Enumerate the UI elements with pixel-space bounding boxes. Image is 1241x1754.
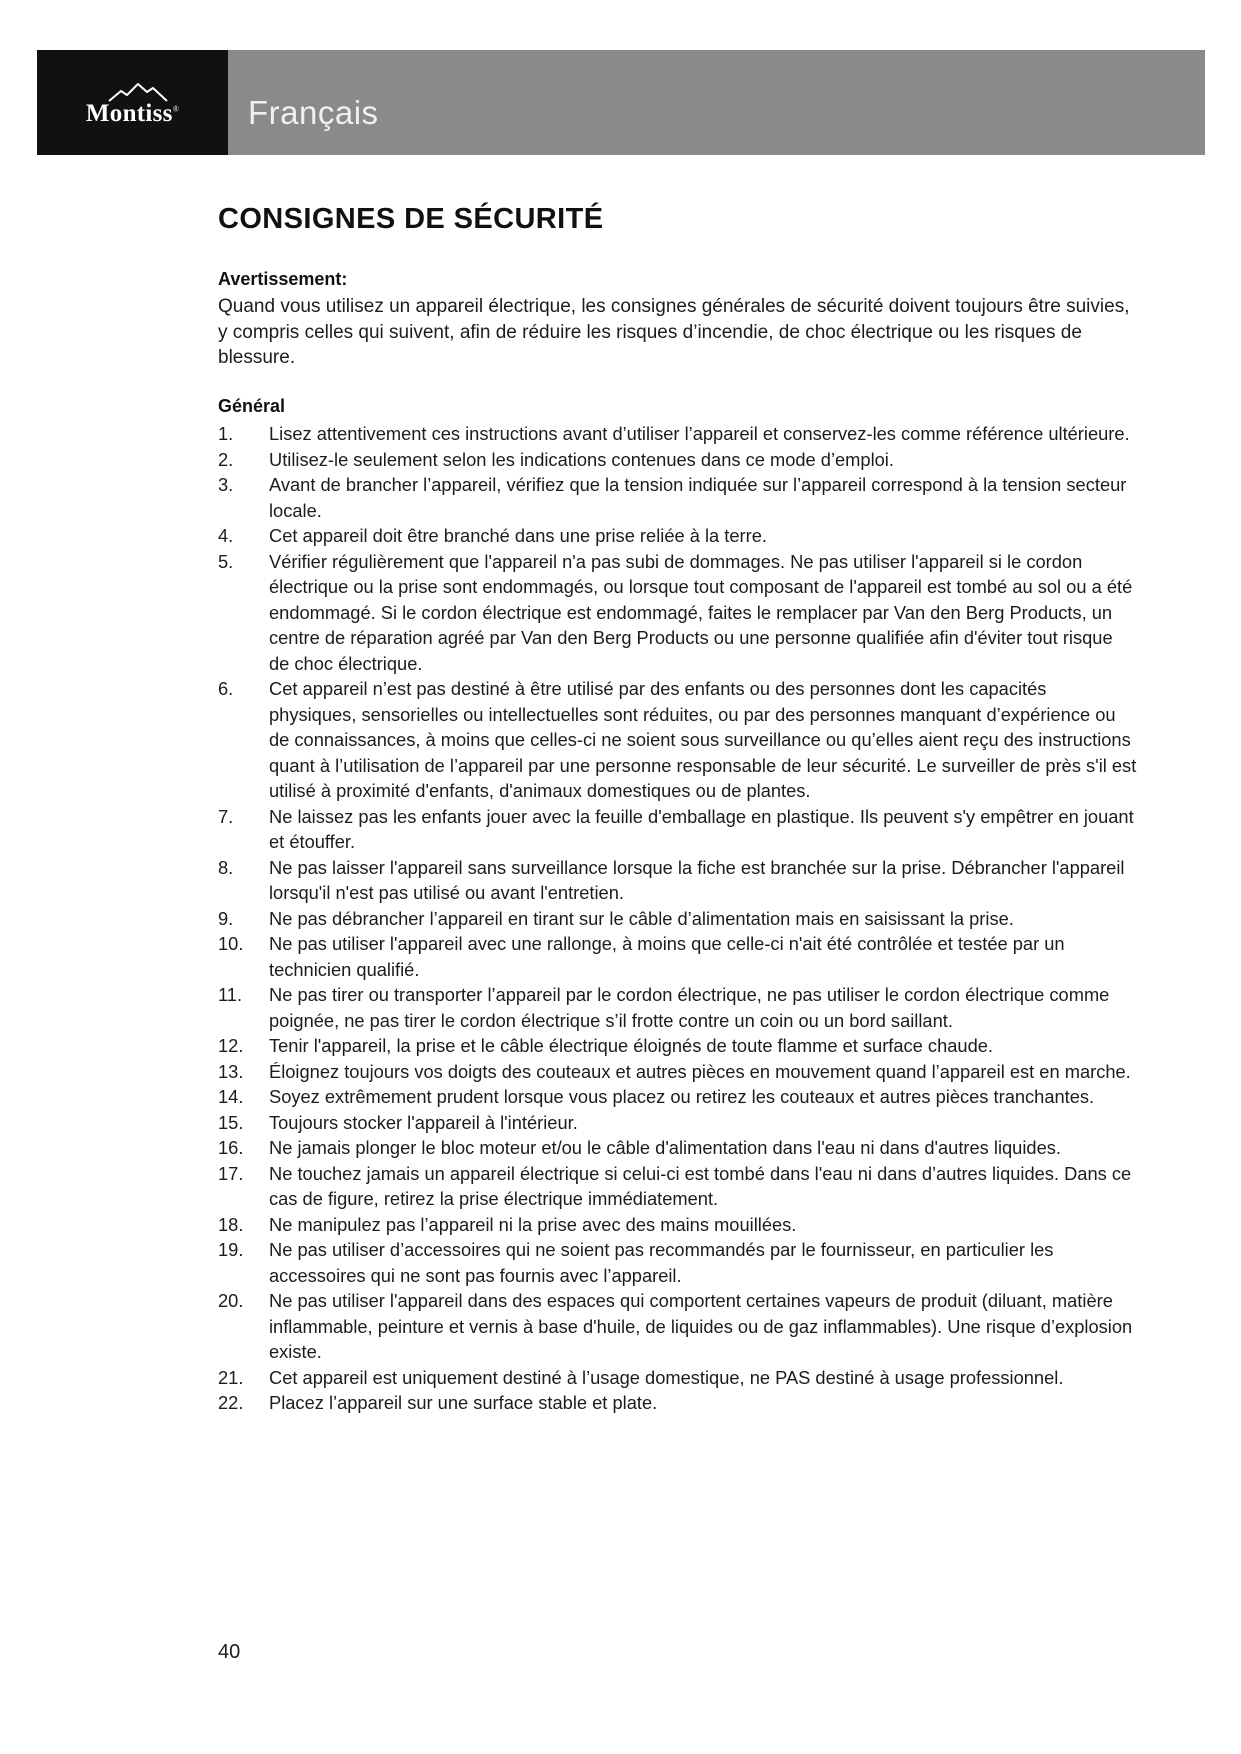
list-item-text: Ne pas utiliser d’accessoires qui ne soient pas recommandés par le fournisseur, en particulier les accessoires qui ne sont pas fournis avec l’appareil.	[269, 1239, 1054, 1286]
list-item-number: 14.	[218, 1086, 244, 1107]
list-item	[218, 1390, 1138, 1416]
page-title: CONSIGNES DE SÉCURITÉ	[218, 203, 604, 235]
list-item-text: Placez l’appareil sur une surface stable et plate.	[269, 1392, 658, 1413]
list-item-number: 4.	[218, 525, 234, 546]
list-item-number: 22.	[218, 1392, 244, 1413]
list-item-text: Lisez attentivement ces instructions avant d’utiliser l’appareil et conservez-les comme référence ultérieure.	[269, 423, 1130, 444]
list-item	[218, 1084, 1138, 1110]
list-item-number: 17.	[218, 1162, 244, 1184]
list-item-text: Ne pas tirer ou transporter l’appareil par le cordon électrique, ne pas utiliser le cordon électrique comme poignée, ne pas tirer le cordon électrique s’il frotte contre un coin ou un bord saillant.	[269, 984, 1110, 1031]
list-item-text: Cet appareil n’est pas destiné à être utilisé par des enfants ou des personnes dont les capacités physiques, sensorielles ou intellectuelles sont réduites, ou par des personnes manquant d’expérience ou de connaissances, à moins que celles-ci ne soient sous surveillance ou qu’elles aient reçu des instructions quant à l’utilisation de l’appareil par une personne responsable de leur sécurité. Le surveiller de près s'il est utilisé à proximité d'enfants, d'animaux domestiques ou de plantes.	[269, 678, 1137, 801]
list-item	[218, 523, 1138, 549]
list-item	[218, 1212, 1138, 1238]
list-item	[218, 1033, 1138, 1059]
list-item	[218, 1059, 1138, 1085]
list-item-text: Tenir l'appareil, la prise et le câble électrique éloignés de toute flamme et surface chaude.	[269, 1035, 993, 1056]
brand-name	[37, 100, 228, 128]
list-item-text: Ne touchez jamais un appareil électrique si celui-ci est tombé dans l'eau ni dans d’autres liquides. Dans ce cas de figure, retirez la prise électrique immédiatement.	[269, 1162, 1132, 1209]
list-item-text: Avant de brancher l’appareil, vérifiez que la tension indiquée sur l’appareil correspond à la tension secteur locale.	[269, 474, 1127, 521]
list-item	[218, 1365, 1138, 1391]
language-banner	[228, 50, 1205, 155]
list-item-number: 8.	[218, 856, 234, 878]
list-item-number: 7.	[218, 805, 234, 827]
list-item-text: Ne pas utiliser l'appareil avec une rallonge, à moins que celle-ci n'ait été contrôlée et testée par un technicien qualifié.	[269, 933, 1065, 980]
registered-mark: ®	[172, 104, 180, 114]
language-label: Français	[248, 94, 379, 131]
list-item-text: Ne manipulez pas l’appareil ni la prise avec des mains mouillées.	[269, 1213, 797, 1235]
list-item	[218, 421, 1138, 447]
list-item-number: 10.	[218, 933, 244, 954]
list-item	[218, 804, 1138, 855]
list-item-number: 15.	[218, 1111, 244, 1133]
list-item-number: 5.	[218, 550, 234, 572]
list-item-number: 20.	[218, 1290, 244, 1311]
list-item-text: Ne jamais plonger le bloc moteur et/ou le câble d'alimentation dans l'eau ni dans d'autres liquides.	[269, 1137, 1061, 1158]
warning-heading: Avertissement:	[218, 269, 348, 289]
list-item-number: 12.	[218, 1035, 244, 1056]
mountain-logo-icon	[107, 82, 169, 102]
list-item	[218, 472, 1138, 523]
page-number: 40	[218, 1641, 241, 1663]
warning-text: Quand vous utilisez un appareil électrique, les consignes générales de sécurité doivent toujours être suivies, y compris celles qui suivent, afin de réduire les risques d’incendie, de choc électrique ou les risques de blessure.	[218, 296, 1130, 368]
list-item-number: 11.	[218, 984, 243, 1005]
brand-logo	[37, 50, 228, 155]
list-item	[218, 855, 1138, 906]
list-item	[218, 1135, 1138, 1161]
brand-text: Montiss	[85, 100, 173, 127]
list-item	[218, 676, 1138, 804]
list-item-number: 18.	[218, 1213, 244, 1235]
list-item-number: 16.	[218, 1137, 244, 1158]
list-item-number: 21.	[218, 1366, 244, 1388]
list-item-text: Toujours stocker l'appareil à l'intérieur.	[269, 1111, 578, 1133]
list-item-text: Vérifier régulièrement que l'appareil n'a pas subi de dommages. Ne pas utiliser l'appareil si le cordon électrique ou la prise sont endommagés, ou lorsque tout composant de l'appareil est tombé au sol ou a été endommagé. Si le cordon électrique est endommagé, faites le remplacer par Van den Berg Products, un centre de réparation agréé par Van den Berg Products ou une personne qualifiée afin d'éviter tout risque de choc électrique.	[269, 550, 1133, 674]
list-item	[218, 549, 1138, 677]
general-heading: Général	[218, 396, 286, 416]
list-item-text: Ne pas laisser l'appareil sans surveillance lorsque la fiche est branchée sur la prise. Débrancher l'appareil lorsqu'il n'est pas utilisé ou avant l'entretien.	[269, 856, 1125, 903]
list-item	[218, 1288, 1138, 1365]
list-item	[218, 1161, 1138, 1212]
list-item-text: Cet appareil est uniquement destiné à l’usage domestique, ne PAS destiné à usage professionnel.	[269, 1366, 1064, 1388]
safety-rule-list	[218, 421, 1138, 1416]
list-item-number: 1.	[218, 423, 234, 444]
list-item-text: Ne laissez pas les enfants jouer avec la feuille d'emballage en plastique. Ils peuvent s'y empêtrer en jouant et étouffer.	[269, 805, 1134, 852]
list-item	[218, 931, 1138, 982]
list-item-text: Éloignez toujours vos doigts des couteaux et autres pièces en mouvement quand l’appareil est en marche.	[269, 1060, 1131, 1082]
list-item-number: 13.	[218, 1060, 244, 1082]
list-item-number: 3.	[218, 474, 234, 495]
list-item-text: Cet appareil doit être branché dans une prise reliée à la terre.	[269, 525, 767, 546]
list-item-text: Ne pas débrancher l’appareil en tirant sur le câble d’alimentation mais en saisissant la prise.	[269, 907, 1014, 929]
list-item-number: 6.	[218, 678, 234, 699]
list-item	[218, 1237, 1138, 1288]
list-item-number: 2.	[218, 448, 234, 470]
list-item	[218, 906, 1138, 932]
list-item-number: 19.	[218, 1239, 244, 1260]
list-item-text: Ne pas utiliser l'appareil dans des espaces qui comportent certaines vapeurs de produit (diluant, matière inflammable, peinture et vernis à base d'huile, de liquides ou de gaz inflammables). Une risque d’explosion existe.	[269, 1290, 1133, 1362]
list-item-text: Utilisez-le seulement selon les indications contenues dans ce mode d’emploi.	[269, 448, 894, 470]
header-bar	[37, 50, 1205, 155]
list-item	[218, 1110, 1138, 1136]
list-item-text: Soyez extrêmement prudent lorsque vous placez ou retirez les couteaux et autres pièces tranchantes.	[269, 1086, 1095, 1107]
list-item-number: 9.	[218, 907, 234, 929]
list-item	[218, 447, 1138, 473]
list-item	[218, 982, 1138, 1033]
